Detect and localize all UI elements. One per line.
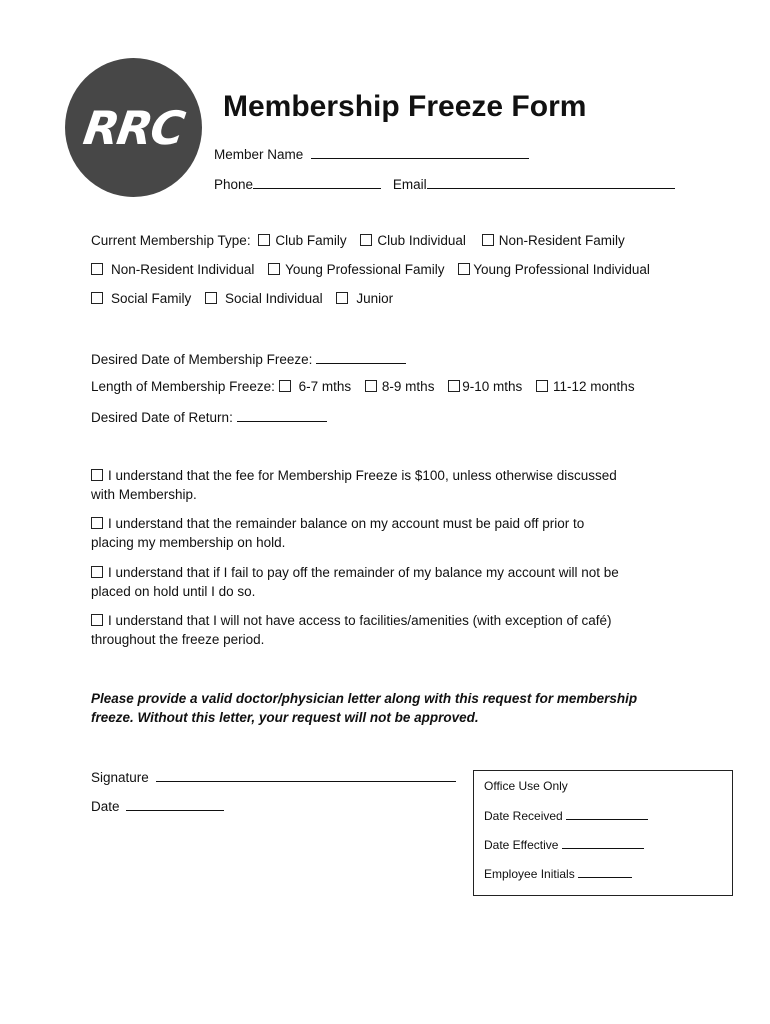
signature-field[interactable]	[156, 767, 456, 782]
option-8-9-mths: 8-9 mths	[381, 379, 435, 394]
option-non-resident-family: Non-Resident Family	[498, 233, 625, 248]
date-effective-label: Date Effective	[484, 838, 559, 852]
ack-balance-line2: placing my membership on hold.	[91, 535, 286, 550]
ack-hold-line2: placed on hold until I do so.	[91, 584, 256, 599]
checkbox-club-individual[interactable]	[360, 234, 372, 246]
office-use-title: Office Use Only	[484, 779, 568, 793]
signature-row	[91, 767, 456, 787]
option-11-12-months: 11-12 months	[553, 379, 635, 394]
employee-initials-label: Employee Initials	[484, 867, 575, 881]
email-field[interactable]	[427, 174, 675, 189]
freeze-length-label: Length of Membership Freeze:	[91, 379, 275, 394]
date-row	[91, 796, 224, 816]
checkbox-club-family[interactable]	[258, 234, 270, 246]
option-9-10-mths: 9-10 mths	[462, 379, 523, 394]
contact-row	[214, 174, 675, 194]
checkbox-9-10-mths[interactable]	[448, 380, 460, 392]
date-effective-row	[484, 837, 644, 852]
member-name-field[interactable]	[311, 144, 529, 159]
date-effective-field[interactable]	[562, 837, 644, 849]
option-young-professional-family: Young Professional Family	[285, 262, 445, 277]
employee-initials-field[interactable]	[578, 866, 632, 878]
phone-field[interactable]	[253, 174, 381, 189]
ack-balance-line1: I understand that the remainder balance on my account must be paid off prior to	[108, 516, 585, 531]
acknowledgement-access	[91, 611, 691, 649]
checkbox-ack-fee[interactable]	[91, 469, 103, 481]
member-name-row	[214, 144, 529, 164]
freeze-date-field[interactable]	[316, 349, 406, 364]
membership-type-row-1	[91, 232, 625, 250]
member-name-label: Member Name	[214, 147, 304, 162]
notice-line2: freeze. Without this letter, your request will not be approved.	[91, 710, 479, 725]
ack-access-line2: throughout the freeze period.	[91, 632, 265, 647]
checkbox-young-professional-family[interactable]	[268, 263, 280, 275]
option-young-professional-individual: Young Professional Individual	[473, 262, 650, 277]
date-received-row	[484, 808, 648, 823]
option-non-resident-individual: Non-Resident Individual	[111, 262, 255, 277]
checkbox-young-professional-individual[interactable]	[458, 263, 470, 275]
return-date-field[interactable]	[237, 407, 327, 422]
employee-initials-row	[484, 866, 632, 881]
freeze-date-row	[91, 349, 406, 369]
date-received-label: Date Received	[484, 809, 563, 823]
ack-fee-line1: I understand that the fee for Membership Freeze is $100, unless otherwise discussed	[108, 468, 617, 483]
freeze-date-label: Desired Date of Membership Freeze:	[91, 352, 313, 367]
option-junior: Junior	[356, 291, 394, 306]
ack-fee-line2: with Membership.	[91, 487, 197, 502]
acknowledgement-fee	[91, 466, 691, 504]
checkbox-ack-hold[interactable]	[91, 566, 103, 578]
email-label: Email	[392, 177, 427, 192]
option-club-family: Club Family	[275, 233, 347, 248]
return-date-row	[91, 407, 327, 427]
checkbox-8-9-mths[interactable]	[365, 380, 377, 392]
checkbox-social-individual[interactable]	[205, 292, 217, 304]
signature-label: Signature	[91, 770, 149, 785]
date-field[interactable]	[126, 796, 224, 811]
option-social-individual: Social Individual	[225, 291, 323, 306]
option-social-family: Social Family	[111, 291, 192, 306]
checkbox-junior[interactable]	[336, 292, 348, 304]
option-6-7-mths: 6-7 mths	[298, 379, 352, 394]
phone-label: Phone	[214, 177, 254, 192]
membership-type-label: Current Membership Type:	[91, 233, 251, 248]
membership-type-row-2	[91, 261, 650, 279]
freeze-length-row	[91, 378, 635, 396]
ack-access-line1: I understand that I will not have access to facilities/amenities (with exception of café)	[108, 613, 612, 628]
acknowledgement-balance	[91, 514, 691, 552]
logo-text: RRC	[80, 100, 187, 155]
office-use-box	[473, 770, 733, 896]
acknowledgement-hold	[91, 563, 691, 601]
form-title: Membership Freeze Form	[223, 90, 587, 123]
logo	[65, 58, 202, 197]
date-received-field[interactable]	[566, 808, 648, 820]
checkbox-non-resident-individual[interactable]	[91, 263, 103, 275]
doctor-letter-notice	[91, 689, 691, 727]
date-label: Date	[91, 799, 120, 814]
membership-type-row-3	[91, 290, 393, 308]
notice-line1: Please provide a valid doctor/physician letter along with this request for membership	[91, 691, 638, 706]
checkbox-social-family[interactable]	[91, 292, 103, 304]
checkbox-ack-balance[interactable]	[91, 517, 103, 529]
option-club-individual: Club Individual	[377, 233, 466, 248]
checkbox-6-7-mths[interactable]	[279, 380, 291, 392]
ack-hold-line1: I understand that if I fail to pay off the remainder of my balance my account will not be	[108, 565, 619, 580]
return-date-label: Desired Date of Return:	[91, 410, 233, 425]
checkbox-non-resident-family[interactable]	[482, 234, 494, 246]
checkbox-ack-access[interactable]	[91, 614, 103, 626]
checkbox-11-12-months[interactable]	[536, 380, 548, 392]
